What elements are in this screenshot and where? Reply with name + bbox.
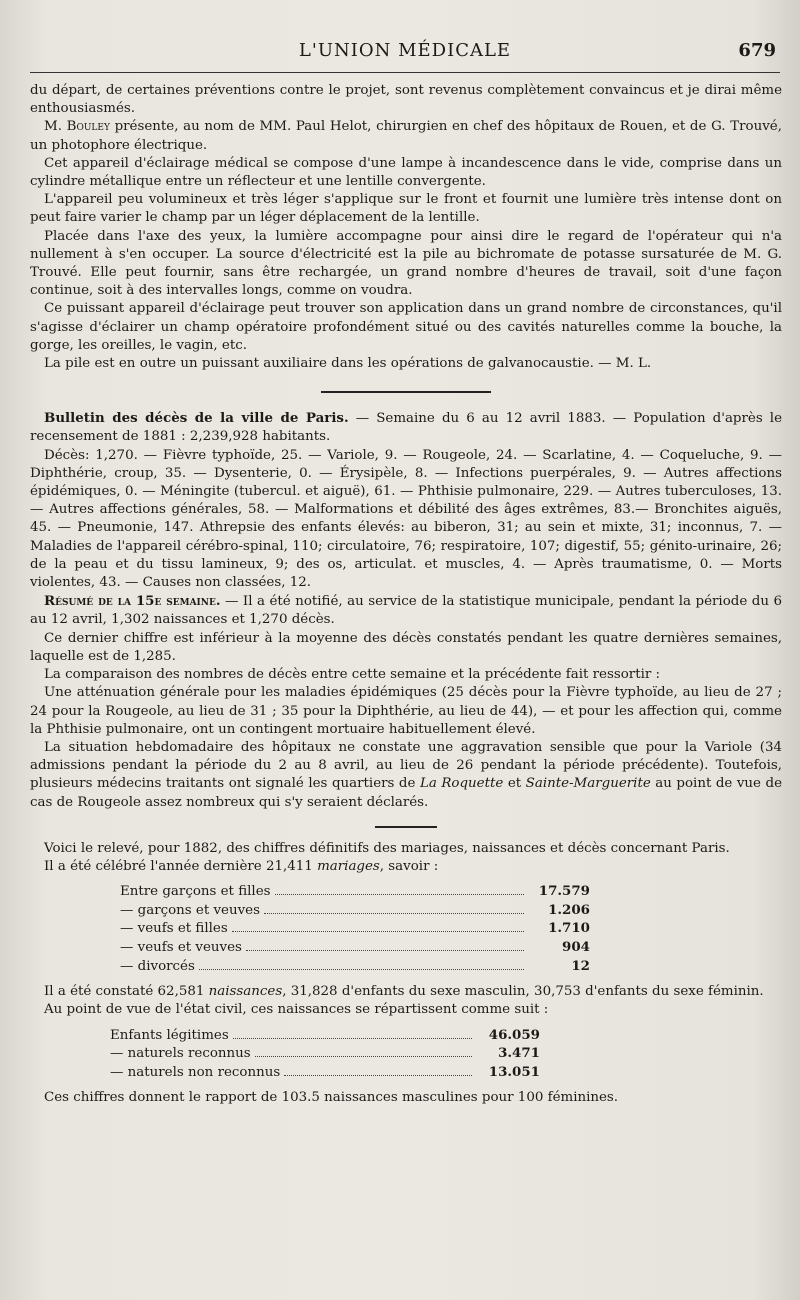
leader-dots <box>232 921 524 932</box>
table-row <box>120 919 590 938</box>
row-label: — naturels reconnus <box>110 1046 251 1062</box>
article-paragraph-1: du départ, de certaines préventions contre le projet, sont revenus complètement convaincus et je dirai même enthousiasmés. <box>30 83 782 117</box>
bulletin-resume <box>30 592 782 629</box>
section-separator <box>321 391 491 393</box>
article-paragraph-2 <box>30 118 782 154</box>
place-sainte-marguerite: Sainte-Marguerite <box>525 776 651 792</box>
table-row <box>120 938 590 957</box>
leader-dots <box>264 903 524 914</box>
naissances-table <box>30 1026 782 1082</box>
table-row <box>110 1063 540 1082</box>
article-paragraph-4: L'appareil peu volumineux et très léger s'applique sur le front et fournit une lumière très intense dont on peut faire varier le champ par un léger déplacement de la lentille. <box>30 192 782 226</box>
page-number: 679 <box>738 40 776 61</box>
mariages-intro <box>30 858 782 876</box>
mariages-word: mariages <box>317 858 380 874</box>
article-paragraph-3: Cet appareil d'éclairage médical se compose d'une lampe à incandescence dans le vide, comprise dans un cylindre métallique entre un réflecteur et une lentille convergente. <box>30 155 782 190</box>
mariages-a: Il a été célébré l'année dernière 21,411 <box>44 858 318 874</box>
author-name: Bouley <box>66 119 110 135</box>
article-paragraph-6: Ce puissant appareil d'éclairage peut trouver son application dans un grand nombre de circonstances, qu'il s'agisse d'éclairer un champ opératoire profondément situé ou des cavités naturelles comme la bouche, la gorge, les oreilles, le vagin, etc. <box>30 301 782 353</box>
row-label: Enfants légitimes <box>110 1027 229 1043</box>
etat-civil-paragraph: Au point de vue de l'état civil, ces naissances se répartissent comme suit : <box>44 1002 549 1018</box>
bulletin-paragraph-4: Une atténuation générale pour les maladies épidémiques (25 décès pour la Fièvre typhoïde, au lieu de 27 ; 24 pour la Rougeole, au lieu de 31 ; 35 pour la Diphthérie, au lieu de 44), — et pour les affection qui, comme la Phthisie pulmonaire, ont un contingent mortuaire habituellement élevé. <box>30 685 782 737</box>
bulletin-p5-b: au point de vue de cas de Rougeole assez nombreux qui s'y seraient déclarés. <box>30 776 783 810</box>
mariages-b: , savoir : <box>379 858 439 874</box>
row-label: — garçons et veuves <box>120 902 260 918</box>
table-row <box>120 901 590 920</box>
running-head <box>30 40 780 68</box>
bulletin-title: Bulletin des décès de la ville de Paris. <box>44 410 349 427</box>
leader-dots <box>284 1065 472 1076</box>
row-value: 904 <box>562 938 590 955</box>
page-body <box>30 82 782 1107</box>
naissances-paragraph <box>30 983 782 1001</box>
place-la-roquette: La Roquette <box>419 776 504 792</box>
table-row <box>120 882 590 901</box>
row-label: — veufs et filles <box>120 921 228 937</box>
row-value: 12 <box>571 957 590 974</box>
resume-label: Résumé de la 15e semaine. <box>44 593 221 610</box>
article-paragraph-5: Placée dans l'axe des yeux, la lumière accompagne pour ainsi dire le regard de l'opérateur qui n'a nullement à s'en occuper. La source d'électricité est la pile au bichromate de potasse sursaturée de M. G. Trouvé. Elle peut fournir, sans être rechargée, un grand nombre d'heures de travail, soit d'une façon continue, soit à des intervalles longs, comme on voudra. <box>30 228 782 299</box>
bulletin-paragraph-3: La comparaison des nombres de décès entre cette semaine et la précédente fait ressortir : <box>44 667 661 683</box>
leader-dots <box>233 1028 472 1039</box>
row-label: — divorcés <box>120 958 195 974</box>
leader-dots <box>246 940 524 951</box>
row-label: Entre garçons et filles <box>120 884 271 900</box>
conclusion-paragraph: Ces chiffres donnent le rapport de 103.5 naissances masculines pour 100 féminines. <box>44 1090 619 1106</box>
naissances-a: Il a été constaté 62,581 <box>44 984 209 1000</box>
bulletin-deces: Décès: 1,270. — Fièvre typhoïde, 25. — Variole, 9. — Rougeole, 24. — Scarlatine, 4. — Coqueluche, 9. — Diphthérie, croup, 35. — Dysenterie, 0. — Érysipèle, 8. — Infections puerpérales, 9. — Autres affections épidémiques, 0. — Méningite (tubercul. et aiguë), 61. — Phthisie pulmonaire, 229. — Autres tuberculoses, 13. — Autres affections générales, 58. — Malformations et débilité des âges extrêmes, 83.— Bronchites aiguës, 45. — Pneumonie, 147. Athrepsie des enfants élevés: au biberon, 31; au sein et mixte, 31; inconnus, 7. — Maladies de l'appareil cérébro-spinal, 110; circulatoire, 76; respiratoire, 107; digestif, 55; génito-urinaire, 26; de la peau et du tissu lamineux, 9; des os, articulat. et muscles, 4. — Après traumatisme, 0. — Morts violentes, 43. — Causes non classées, 12. <box>30 447 782 591</box>
row-label: — veufs et veuves <box>120 939 242 955</box>
bulletin-paragraph-5 <box>30 739 782 812</box>
row-value: 1.710 <box>548 920 590 937</box>
naissances-word: naissances <box>208 984 283 1000</box>
bulletin-intro-rest: — Semaine du 6 au 12 avril 1883. — Population d'après le recensement de 1881 : 2,239,928 habitants. <box>30 411 782 445</box>
leader-dots <box>255 1046 472 1057</box>
journal-title: L'UNION MÉDICALE <box>298 40 512 61</box>
leader-dots <box>275 884 525 895</box>
row-value: 46.059 <box>488 1026 540 1043</box>
bulletin-intro <box>30 409 782 446</box>
article-paragraph-7: La pile est en outre un puissant auxiliaire dans les opérations de galvanocaustie. — M. L. <box>44 356 652 372</box>
article-p2-rest: présente, au nom de MM. Paul Helot, chirurgien en chef des hôpitaux de Rouen, et de G. Trouvé, un photophore électrique. <box>30 119 782 153</box>
short-separator <box>375 826 437 828</box>
table-row <box>120 957 590 976</box>
resume-rest: — Il a été notifié, au service de la statistique municipale, pendant la période du 6 au 12 avril, 1,302 naissances et 1,270 décès. <box>30 594 782 628</box>
row-value: 3.471 <box>498 1045 540 1062</box>
header-rule <box>30 72 780 73</box>
bulletin-p5-and: et <box>503 776 526 792</box>
table-row <box>110 1044 540 1063</box>
bulletin-p5-a: La situation hebdomadaire des hôpitaux ne constate une aggravation sensible que pour la Variole (34 admissions pendant la période du 2 au 8 avril, au lieu de 26 pendant la période précédente). Toutefois, plusieurs médecins traitants ont signalé les quartiers de <box>30 739 782 792</box>
article-p2-lead: M. <box>44 119 62 135</box>
mariages-table <box>30 882 590 975</box>
row-label: — naturels non reconnus <box>110 1064 281 1080</box>
row-value: 17.579 <box>538 883 590 900</box>
stats-intro: Voici le relevé, pour 1882, des chiffres définitifs des mariages, naissances et décès concernant Paris. <box>44 840 730 856</box>
table-row <box>110 1026 540 1045</box>
naissances-b: , 31,828 d'enfants du sexe masculin, 30,753 d'enfants du sexe féminin. <box>282 984 764 1000</box>
bulletin-paragraph-2: Ce dernier chiffre est inférieur à la moyenne des décès constatés pendant les quatre dernières semaines, laquelle est de 1,285. <box>30 630 782 664</box>
row-value: 13.051 <box>488 1063 540 1080</box>
row-value: 1.206 <box>548 901 590 918</box>
leader-dots <box>199 959 524 970</box>
